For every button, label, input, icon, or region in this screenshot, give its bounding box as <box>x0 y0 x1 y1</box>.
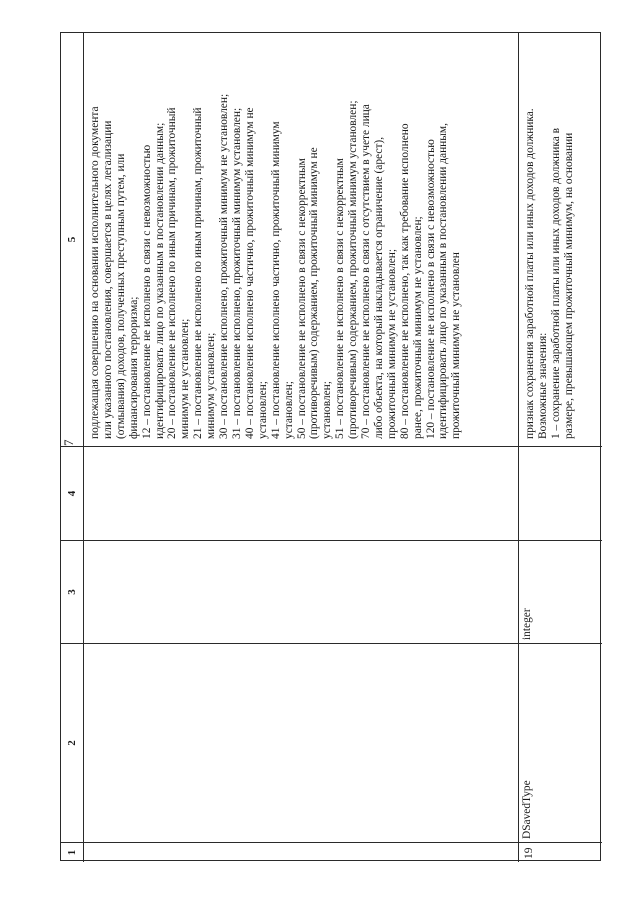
description-line: установлен; <box>321 381 334 439</box>
description-line: идентифицировать лицо по указанным в постановлении данным, <box>437 123 450 439</box>
description-line: (противоречивым) содержанием, прожиточный минимум не <box>308 147 321 439</box>
table-header-row <box>61 33 84 862</box>
description-line: 70 – постановление не исполнено в связи с отсутствием в учете лица <box>360 104 373 439</box>
description-line: размере, превышающем прожиточный минимум, на основании <box>562 132 575 439</box>
page-number: 7 <box>61 439 76 446</box>
description-line: 40 – постановление исполнено частично, прожиточный минимум не <box>243 107 256 439</box>
description-line: 20 – постановление не исполнено по иным причинам, прожиточный <box>166 107 179 439</box>
description-line: финансирования терроризма; <box>127 296 140 439</box>
description-line: 31 – постановление исполнено, прожиточный минимум установлен; <box>230 107 243 439</box>
description-line: установлен; <box>282 381 295 439</box>
header-col-3: 3 <box>61 540 83 643</box>
description-line: ранее, прожиточный минимум не установлен; <box>411 216 424 439</box>
field-type-cell: integer <box>519 540 602 643</box>
field-name-cell <box>84 643 518 842</box>
description-line: признак сохранения заработной платы или иных доходов должника. <box>524 108 536 439</box>
field-col4-cell <box>84 446 518 540</box>
table-row-19 <box>519 33 602 862</box>
field-col4-cell <box>519 446 602 540</box>
header-col-4: 4 <box>61 446 83 540</box>
description-line: 50 – постановление не исполнено в связи с некорректным <box>295 158 308 439</box>
description-line: подлежащая совершению на основании исполнительного документа <box>89 106 101 439</box>
description-cell <box>519 33 602 446</box>
description-cell <box>84 33 518 446</box>
description-line: 120 – постановление не исполнено в связи с невозможностью <box>424 139 437 439</box>
description-line: минимум не установлен; <box>179 318 192 439</box>
row-number-cell <box>84 842 518 862</box>
description-text <box>86 36 463 443</box>
header-col-2: 2 <box>61 643 83 842</box>
description-line: прожиточный минимум не установлен; <box>385 248 398 439</box>
description-line: прожиточный минимум не установлен <box>450 252 463 439</box>
description-line: Возможные значения: <box>536 332 549 439</box>
field-name-cell: DSavedType <box>519 643 602 842</box>
header-col-1: 1 <box>61 842 83 862</box>
row-number-cell: 19 <box>519 842 602 862</box>
description-line: идентифицировать лицо по указанным в постановлении данным; <box>153 122 166 439</box>
description-line: или указанного постановления, совершается в целях легализации <box>101 120 114 439</box>
table-row-continued <box>84 33 519 862</box>
description-line: (отмывания) доходов, полученных преступным путем, или <box>114 153 127 439</box>
description-line: 21 – постановление не исполнено по иным причинам, прожиточный <box>192 107 205 439</box>
description-line: установлен; <box>256 381 269 439</box>
description-line: (противоречивым) содержанием, прожиточный минимум установлен; <box>347 100 360 439</box>
specification-table <box>60 32 601 861</box>
description-line: 12 – постановление не исполнено в связи с невозможностью <box>140 144 153 439</box>
description-line: 1 – сохранение заработной платы или иных доходов должника в <box>549 127 562 439</box>
description-line: 41 – постановление исполнено частично, прожиточный минимум <box>269 121 282 439</box>
field-type-cell <box>84 540 518 643</box>
header-col-5: 5 <box>66 236 78 243</box>
description-line: 80 – постановление не исполнено, так как требование исполнено <box>398 123 411 439</box>
description-line: 30 – постановление исполнено, прожиточный минимум не установлен; <box>218 93 231 439</box>
description-line: 51 – постановление не исполнено в связи с некорректным <box>334 158 347 439</box>
description-text <box>521 36 576 443</box>
description-line: либо объекта, на который накладывается ограничение (арест), <box>372 136 385 439</box>
description-line: минимум установлен; <box>205 332 218 439</box>
